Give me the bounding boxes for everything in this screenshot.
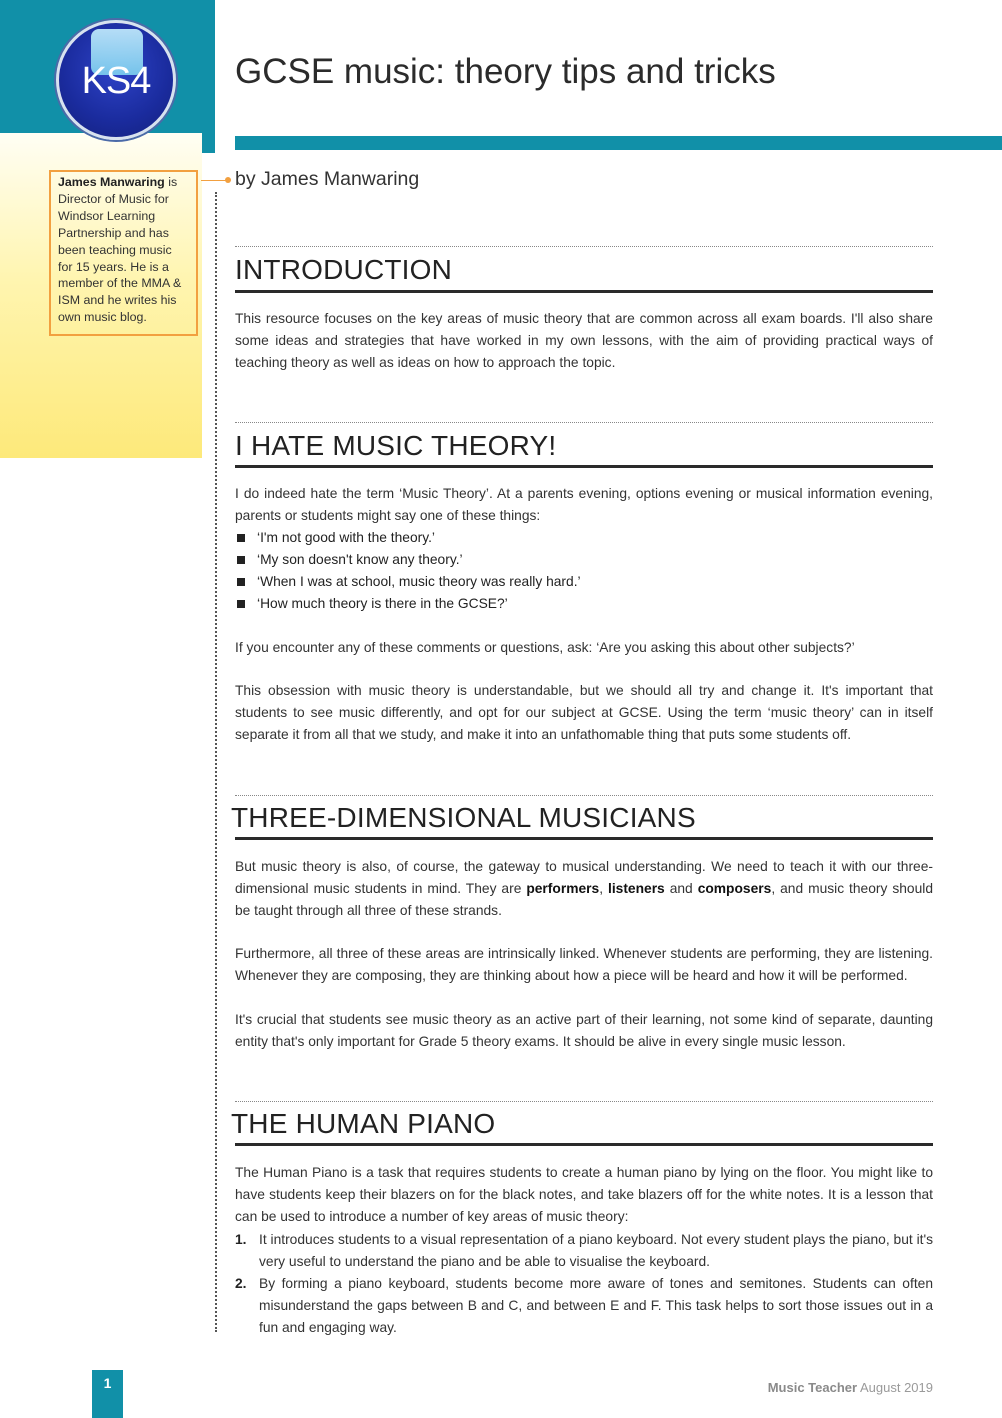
text-run: and	[664, 881, 698, 896]
list-item: ‘When I was at school, music theory was really hard.’	[235, 571, 933, 593]
human-piano-numbered-list	[235, 1229, 933, 1339]
section-dotted-rule	[235, 795, 933, 796]
list-item-text: By forming a piano keyboard, students become more aware of tones and semitones. Students can often misunderstand the gaps between B and C, and between E and F. This task helps to sort those issues out in a fun and engaging way.	[259, 1276, 933, 1335]
bold-listeners: listeners	[607, 881, 665, 896]
hate-theory-intro: I do indeed hate the term ‘Music Theory’. At a parents evening, options evening or musical information evening, parents or students might say one of these things:	[235, 486, 933, 523]
section-dotted-rule	[235, 246, 933, 247]
bio-connector-dot	[225, 177, 231, 183]
text-run: But music theory is also, of course, the gateway to musical understanding. We need to teach it with our three-dimensional music students in mind. They are	[235, 859, 933, 896]
section-heading-rule	[235, 465, 933, 468]
list-item: ‘How much theory is there in the GCSE?’	[235, 593, 933, 615]
bio-text: is Director of Music for Windsor Learning Partnership and has been teaching music for 15 years. He is a member of the MMA & ISM and he writes his own music blog.	[58, 175, 182, 325]
intro-paragraph: This resource focuses on the key areas of music theory that are common across all exam boards. I'll also share some ideas and strategies that have worked in my own lessons, with the aim of providing practical ways of teaching theory as well as ideas on how to approach the topic.	[235, 311, 933, 370]
title-teal-bar	[235, 136, 1002, 150]
bold-composers: composers	[697, 881, 772, 896]
list-item-text: It introduces students to a visual representation of a piano keyboard. Not every student plays the piano, but it's very useful to understand the piano and be able to visualise the keyboard.	[259, 1232, 933, 1269]
quote-bullet-list	[235, 527, 933, 615]
section-dotted-rule	[235, 422, 933, 423]
dotted-margin-line	[215, 192, 217, 1332]
bio-author-name: James Manwaring	[58, 175, 165, 189]
footer-date: August 2019	[859, 1380, 933, 1395]
badge-label: KS4	[81, 59, 151, 102]
section-heading-introduction: INTRODUCTION	[235, 254, 453, 285]
section-heading-rule	[235, 837, 933, 840]
section-heading-human-piano: THE HUMAN PIANO	[231, 1108, 496, 1139]
section-heading-rule	[235, 1143, 933, 1146]
byline: by James Manwaring	[235, 168, 420, 190]
bold-performers: performers	[526, 881, 600, 896]
section-heading-three-dimensional: THREE-DIMENSIONAL MUSICIANS	[231, 802, 696, 833]
author-bio-box	[49, 170, 198, 336]
list-item	[235, 1229, 933, 1273]
page-number-tab: 1	[92, 1370, 123, 1418]
three-d-paragraph	[235, 856, 933, 922]
list-item: ‘My son doesn't know any theory.’	[235, 549, 933, 571]
page-title: GCSE music: theory tips and tricks	[235, 52, 776, 91]
ks4-badge	[56, 20, 176, 140]
human-piano-intro: The Human Piano is a task that requires students to create a human piano by lying on the floor. You might like to have students keep their blazers on for the black notes, and take blazers off for the white notes. It is a lesson that can be used to introduce a number of key areas of music theory:	[235, 1165, 933, 1224]
list-item: ‘I'm not good with the theory.’	[235, 527, 933, 549]
hate-theory-paragraph: This obsession with music theory is understandable, but we should all try and change it. It's important that students to see music differently, and opt for our subject at GCSE. Using the term ‘music theory’ can in itself separate it from all that we study, and make it into an unfathomable thing that puts some students off.	[235, 683, 933, 742]
section-dotted-rule	[235, 1101, 933, 1102]
list-number: 1.	[235, 1232, 247, 1247]
text-run: ,	[599, 881, 608, 896]
list-item	[235, 1273, 933, 1339]
header-teal-notch	[202, 133, 215, 153]
hate-theory-paragraph: If you encounter any of these comments or questions, ask: ‘Are you asking this about other subjects?’	[235, 640, 855, 655]
bio-connector-line	[201, 180, 227, 181]
three-d-paragraph: Furthermore, all three of these areas are intrinsically linked. Whenever students are performing, they are listening. Whenever they are composing, they are thinking about how a piece will be heard and how it will be performed.	[235, 946, 933, 983]
section-heading-rule	[235, 290, 933, 293]
footer-publication	[768, 1380, 933, 1395]
section-heading-hate-theory: I HATE MUSIC THEORY!	[235, 430, 557, 461]
footer-magazine-name: Music Teacher	[767, 1380, 858, 1395]
list-number: 2.	[235, 1276, 247, 1291]
three-d-paragraph: It's crucial that students see music theory as an active part of their learning, not some kind of separate, daunting entity that's only important for Grade 5 theory exams. It should be alive in every single music lesson.	[235, 1012, 933, 1049]
text-run: , and music theory should be taught through all three of these strands.	[235, 881, 934, 918]
